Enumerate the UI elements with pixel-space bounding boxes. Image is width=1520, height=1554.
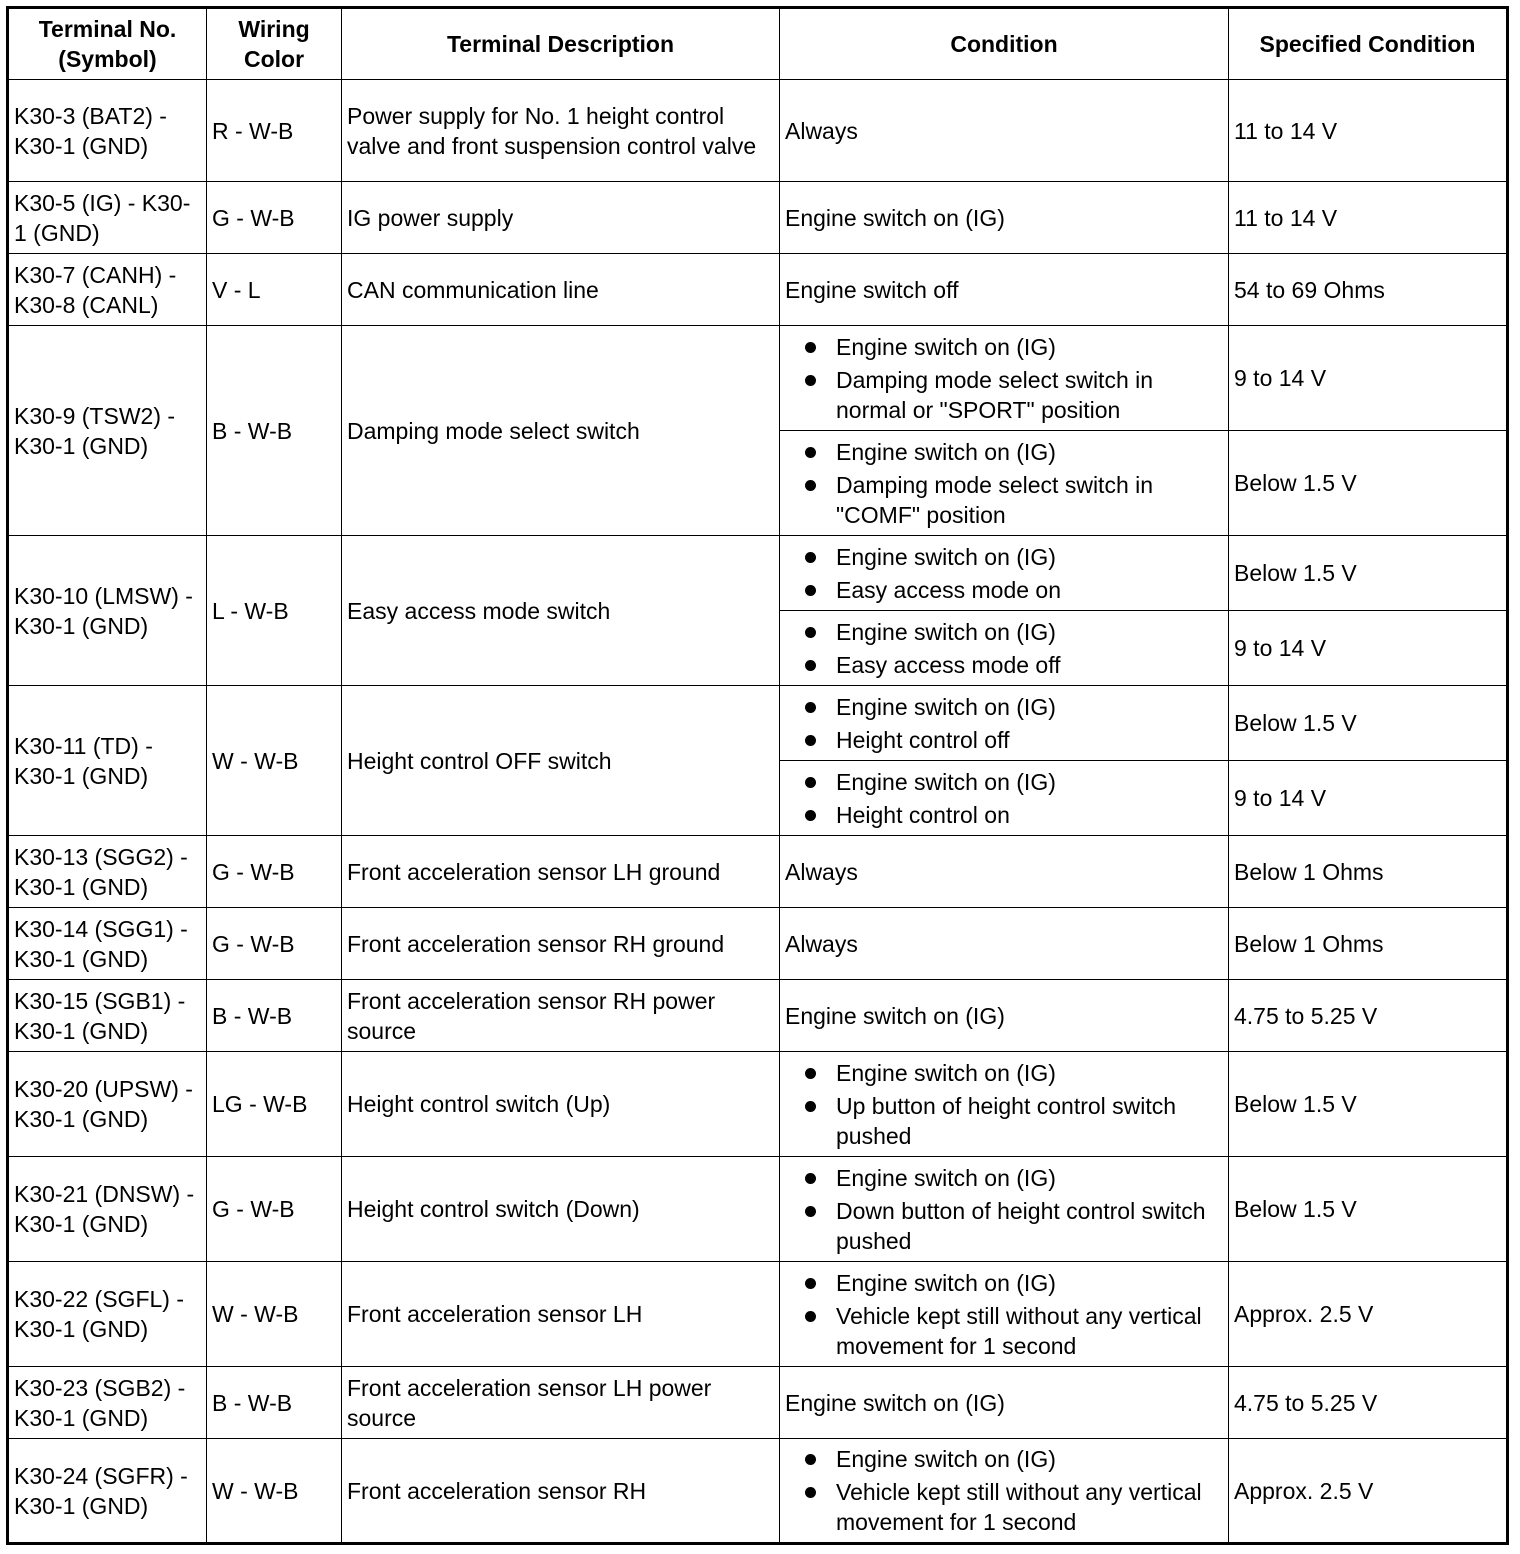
terminal-cell: K30-22 (SGFL) - K30-1 (GND) [8,1262,207,1367]
table-row [8,1439,1508,1544]
condition-list [802,1444,1224,1537]
condition-cell: Always [780,836,1229,908]
specified-condition-cell: 9 to 14 V [1229,326,1508,431]
terminal-cell: K30-23 (SGB2) - K30-1 (GND) [8,1367,207,1439]
terminal-cell: K30-11 (TD) - K30-1 (GND) [8,686,207,836]
condition-list [802,542,1224,605]
header-wiring [207,8,342,80]
terminal-description-cell: Front acceleration sensor LH ground [342,836,780,908]
specified-condition-cell: Below 1.5 V [1229,431,1508,536]
terminal-description-cell: Front acceleration sensor LH [342,1262,780,1367]
terminal-cell: K30-24 (SGFR) - K30-1 (GND) [8,1439,207,1544]
terminal-description-cell: IG power supply [342,182,780,254]
condition-bullet-item: Damping mode select switch in normal or "SPORT" position [802,365,1224,425]
specified-condition-cell: 11 to 14 V [1229,182,1508,254]
wiring-color-cell: V - L [207,254,342,326]
header-condition: Condition [780,8,1229,80]
condition-bullet-item: Engine switch on (IG) [802,332,1224,362]
condition-bullet-item: Engine switch on (IG) [802,1268,1224,1298]
wiring-color-cell: LG - W-B [207,1052,342,1157]
condition-bullet-item: Easy access mode off [802,650,1224,680]
terminal-description-cell: CAN communication line [342,254,780,326]
terminal-cell: K30-7 (CANH) - K30-8 (CANL) [8,254,207,326]
condition-bullet-item: Height control off [802,725,1224,755]
condition-list [802,1163,1224,1256]
terminal-description-cell: Front acceleration sensor RH [342,1439,780,1544]
wiring-color-cell: W - W-B [207,1262,342,1367]
condition-bullet-item: Engine switch on (IG) [802,542,1224,572]
terminal-cell: K30-15 (SGB1) - K30-1 (GND) [8,980,207,1052]
terminal-cell: K30-5 (IG) - K30-1 (GND) [8,182,207,254]
terminal-cell: K30-13 (SGG2) - K30-1 (GND) [8,836,207,908]
table-row [8,686,1508,761]
condition-list [802,437,1224,530]
specified-condition-cell: 4.75 to 5.25 V [1229,980,1508,1052]
specified-condition-cell: Below 1.5 V [1229,1052,1508,1157]
specified-condition-cell: 9 to 14 V [1229,611,1508,686]
condition-bullet-item: Vehicle kept still without any vertical movement for 1 second [802,1301,1224,1361]
terminal-cell: K30-20 (UPSW) - K30-1 (GND) [8,1052,207,1157]
condition-list [802,617,1224,680]
header-description: Terminal Description [342,8,780,80]
condition-cell [780,1157,1229,1262]
condition-cell: Engine switch on (IG) [780,182,1229,254]
condition-cell: Engine switch on (IG) [780,1367,1229,1439]
specified-condition-cell: Approx. 2.5 V [1229,1262,1508,1367]
condition-cell [780,1439,1229,1544]
terminal-cell: K30-10 (LMSW) - K30-1 (GND) [8,536,207,686]
table-row [8,1262,1508,1367]
wiring-color-cell: B - W-B [207,980,342,1052]
terminal-description-cell: Front acceleration sensor RH ground [342,908,780,980]
table-row [8,980,1508,1052]
table-row [8,908,1508,980]
condition-cell: Always [780,80,1229,182]
terminal-specification-table [6,6,1509,1545]
header-terminal-line2: (Symbol) [58,46,157,72]
table-row [8,1157,1508,1262]
specified-condition-cell: Below 1.5 V [1229,1157,1508,1262]
condition-cell [780,431,1229,536]
wiring-color-cell: W - W-B [207,686,342,836]
table-row [8,1367,1508,1439]
specified-condition-cell: Below 1.5 V [1229,686,1508,761]
terminal-description-cell: Easy access mode switch [342,536,780,686]
table-header [8,8,1508,80]
wiring-color-cell: W - W-B [207,1439,342,1544]
condition-bullet-item: Engine switch on (IG) [802,767,1224,797]
wiring-color-cell: B - W-B [207,1367,342,1439]
condition-cell [780,761,1229,836]
header-wiring-line1: Wiring [238,16,310,42]
condition-cell [780,1262,1229,1367]
terminal-cell: K30-14 (SGG1) - K30-1 (GND) [8,908,207,980]
specified-condition-cell: Below 1 Ohms [1229,836,1508,908]
table-row [8,536,1508,611]
condition-list [802,332,1224,425]
terminal-description-cell: Height control switch (Up) [342,1052,780,1157]
condition-bullet-item: Engine switch on (IG) [802,617,1224,647]
condition-bullet-item: Height control on [802,800,1224,830]
condition-list [802,767,1224,830]
terminal-description-cell: Damping mode select switch [342,326,780,536]
condition-bullet-item: Vehicle kept still without any vertical movement for 1 second [802,1477,1224,1537]
wiring-color-cell: G - W-B [207,908,342,980]
condition-cell [780,686,1229,761]
table-row [8,1052,1508,1157]
condition-bullet-item: Damping mode select switch in "COMF" position [802,470,1224,530]
terminal-description-cell: Front acceleration sensor RH power source [342,980,780,1052]
table-row [8,326,1508,431]
specified-condition-cell: Below 1.5 V [1229,536,1508,611]
table-row [8,254,1508,326]
terminal-description-cell: Power supply for No. 1 height control valve and front suspension control valve [342,80,780,182]
condition-bullet-item: Engine switch on (IG) [802,1058,1224,1088]
terminal-cell: K30-21 (DNSW) - K30-1 (GND) [8,1157,207,1262]
condition-cell: Engine switch off [780,254,1229,326]
wiring-color-cell: R - W-B [207,80,342,182]
header-terminal-line1: Terminal No. [38,16,177,42]
table-row [8,836,1508,908]
condition-bullet-item: Easy access mode on [802,575,1224,605]
terminal-cell: K30-3 (BAT2) - K30-1 (GND) [8,80,207,182]
specified-condition-cell: Approx. 2.5 V [1229,1439,1508,1544]
condition-cell [780,611,1229,686]
terminal-description-cell: Front acceleration sensor LH power source [342,1367,780,1439]
header-specified: Specified Condition [1229,8,1508,80]
wiring-color-cell: L - W-B [207,536,342,686]
condition-list [802,1058,1224,1151]
condition-list [802,692,1224,755]
specified-condition-cell: 11 to 14 V [1229,80,1508,182]
table-row [8,182,1508,254]
condition-cell [780,536,1229,611]
condition-bullet-item: Engine switch on (IG) [802,1444,1224,1474]
wiring-color-cell: G - W-B [207,1157,342,1262]
condition-bullet-item: Up button of height control switch pushed [802,1091,1224,1151]
condition-bullet-item: Engine switch on (IG) [802,437,1224,467]
terminal-description-cell: Height control switch (Down) [342,1157,780,1262]
condition-cell [780,1052,1229,1157]
terminal-cell: K30-9 (TSW2) - K30-1 (GND) [8,326,207,536]
header-terminal [8,8,207,80]
terminal-description-cell: Height control OFF switch [342,686,780,836]
specified-condition-cell: 54 to 69 Ohms [1229,254,1508,326]
wiring-color-cell: G - W-B [207,182,342,254]
condition-list [802,1268,1224,1361]
condition-cell [780,326,1229,431]
condition-bullet-item: Down button of height control switch pushed [802,1196,1224,1256]
specified-condition-cell: 4.75 to 5.25 V [1229,1367,1508,1439]
wiring-color-cell: G - W-B [207,836,342,908]
specified-condition-cell: Below 1 Ohms [1229,908,1508,980]
condition-cell: Engine switch on (IG) [780,980,1229,1052]
condition-bullet-item: Engine switch on (IG) [802,692,1224,722]
header-row [8,8,1508,80]
table-row [8,80,1508,182]
header-wiring-line2: Color [243,46,305,72]
specified-condition-cell: 9 to 14 V [1229,761,1508,836]
condition-cell: Always [780,908,1229,980]
condition-bullet-item: Engine switch on (IG) [802,1163,1224,1193]
table-body [8,80,1508,1544]
wiring-color-cell: B - W-B [207,326,342,536]
